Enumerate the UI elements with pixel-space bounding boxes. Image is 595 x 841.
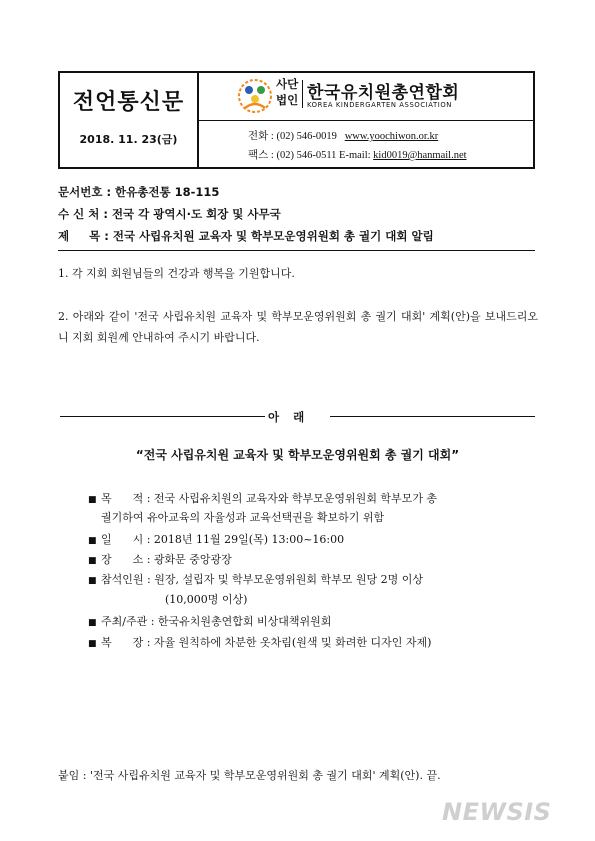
section-separator-left: [60, 416, 265, 417]
paragraph-1: 1. 각 지회 회원님들의 건강과 행복을 기원합니다.: [58, 267, 295, 280]
org-name: 한국유치원총연합회: [307, 83, 460, 103]
meta-rule: [58, 250, 535, 251]
event-title: “전국 사립유치원 교육자 및 학부모운영위원회 총 궐기 대회”: [135, 448, 460, 462]
bullet-square-icon: ■: [88, 618, 97, 628]
subject: 제 목 : 전국 사립유치원 교육자 및 학부모운영위원회 총 궐기 대회 알림: [58, 229, 434, 243]
item-place: [88, 550, 232, 571]
bullet-square-icon: ■: [88, 576, 97, 586]
item-place-text: 장 소 : 광화문 중앙광장: [101, 553, 232, 566]
association-logo-icon: [238, 78, 272, 114]
bullet-square-icon: ■: [88, 556, 97, 566]
bullet-square-icon: ■: [88, 536, 97, 546]
bullet-square-icon: ■: [88, 495, 97, 505]
item-datetime-text: 일 시 : 2018년 11월 29일(목) 13:00~16:00: [101, 533, 345, 546]
item-attendees-text: 참석인원 : 원장, 설립자 및 학부모운영위원회 학부모 원당 2명 이상: [101, 573, 423, 586]
org-legal-label-1: 사단: [276, 77, 299, 91]
fax-label: 팩스 : (02) 546-0511 E-mail:: [248, 150, 371, 161]
doc-type-title: 전언통신문: [72, 90, 185, 115]
recipient: 수 신 처 : 전국 각 광역시·도 회장 및 사무국: [58, 207, 281, 221]
section-separator-right: [330, 416, 535, 417]
contact-phone-line: [248, 128, 438, 143]
org-name-divider: [302, 80, 303, 108]
org-name-english: KOREA KINDERGARTEN ASSOCIATION: [307, 101, 452, 109]
item-dress-text: 복 장 : 자율 원칙하에 차분한 옷차림(원색 및 화려한 디자인 자제): [101, 636, 432, 649]
item-purpose-text: 목 적 : 전국 사립유치원의 교육자와 학부모운영위원회 학부모가 총: [101, 492, 438, 505]
item-purpose-continued: 궐기하여 유아교육의 자율성과 교육선택권을 확보하기 위함: [101, 511, 385, 524]
doc-date: 2018. 11. 23(금): [79, 133, 178, 146]
header-divider-horizontal: [197, 120, 535, 121]
section-title: 아래: [268, 410, 319, 424]
bullet-square-icon: ■: [88, 639, 97, 649]
newsis-watermark: NEWSIS: [442, 798, 552, 826]
item-dress: [88, 633, 431, 654]
website-link[interactable]: www.yoochiwon.or.kr: [344, 131, 439, 142]
item-purpose: [88, 489, 437, 510]
contact-fax-line: [248, 147, 467, 162]
email-link[interactable]: kid0019@hanmail.net: [373, 150, 467, 161]
attachment-note: 붙임 : '전국 사립유치원 교육자 및 학부모운영위원회 총 궐기 대회' 계획(안). 끝.: [58, 769, 441, 782]
item-host: [88, 612, 331, 633]
item-attendees: [88, 570, 423, 591]
doc-number: 문서번호 : 한유총전통 18-115: [58, 185, 220, 199]
item-datetime: [88, 530, 344, 551]
item-attendees-continued: (10,000명 이상): [165, 593, 248, 606]
org-legal-label-2: 법인: [276, 93, 299, 107]
phone-label: 전화 : (02) 546-0019: [248, 131, 337, 142]
paragraph-2: 2. 아래와 같이 '전국 사립유치원 교육자 및 학부모운영위원회 총 궐기 대회' 계획(안)을 보내드리오니 지회 회원께 안내하여 주시기 바랍니다.: [58, 310, 538, 344]
item-host-text: 주최/주관 : 한국유치원총연합회 비상대책위원회: [101, 615, 332, 628]
